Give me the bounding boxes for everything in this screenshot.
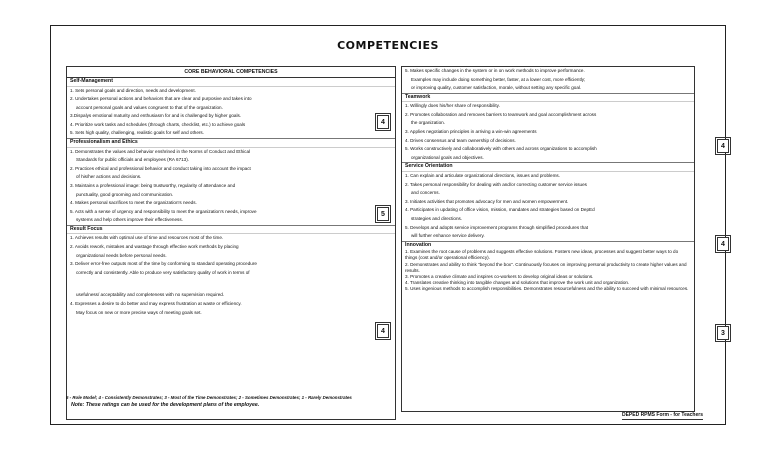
rating-box-innovation[interactable]: 3 <box>717 326 729 340</box>
page-title: COMPETENCIES <box>337 39 439 52</box>
competency-line: 1. Willingly does his/her share of responsibility. <box>405 103 500 109</box>
competency-line: 3. Applies negotiation principles in arriving a win-win agreements <box>405 129 537 135</box>
rating-box-service-orientation[interactable]: 4 <box>717 237 729 251</box>
core-behavioral-panel-continued <box>401 66 695 412</box>
competency-line: 3. Deliver error-free outputs most of the time by conforming to standard operating procedure <box>70 261 257 267</box>
rating-box-professionalism-ethics[interactable]: 5 <box>377 207 389 221</box>
competency-line: and concerns. <box>411 190 440 196</box>
competency-line: will further enhance service delivery. <box>411 233 485 239</box>
section-innovation <box>402 242 694 293</box>
competency-line: of his/her actions and decisions. <box>76 174 142 180</box>
competency-line: usefulness/ acceptability and completeness with no supervision required. <box>76 292 225 298</box>
competency-line: 2. Practices ethical and professional behavior and conduct taking into account the impact <box>70 165 251 171</box>
competency-line: 1. Demonstrates the values and behavior enshrined in the Norms of Conduct and Ethical <box>70 148 251 154</box>
section-title: Self-Management <box>67 78 395 87</box>
section-title: Result Focus <box>67 226 395 235</box>
competency-line: strategies and directions. <box>411 215 463 221</box>
competency-line: Examples may include doing something better, faster, at a lower cost, more efficiently; <box>411 76 586 82</box>
competency-line: 5. Develops and adopts service improvement programs through simplified procedures that <box>405 224 589 230</box>
competency-line: 4. Translates creative thinking into tangible changes and solutions that improve the work unit and organization. <box>405 280 630 286</box>
competency-line: 2. Demonstrates and ability to think "beyond the box". Continuously focuses on improving personal productivity to create higher values and results. <box>405 261 687 273</box>
competency-line: 4. Drives consensus and team ownership of decisions. <box>405 137 516 143</box>
core-behavioral-panel <box>66 66 396 420</box>
competency-line: 5. Acts with a sense of urgency and responsibility to meet the organization's needs, improve <box>70 208 257 214</box>
competency-line: punctuality, good grooming and communication. <box>76 191 174 197</box>
competency-line: 1. Achieves results with optimal use of time and resources most of the time. <box>70 235 224 241</box>
competency-line: 1. Examines the root cause of problems and suggests effective solutions. Fosters new ideas, processes and suggest better ways to do things (cost and/or operational efficiency). <box>405 249 679 261</box>
section-title: Professionalism and Ethics <box>67 139 395 148</box>
competency-line: 5. Sets high quality, challenging, realistic goals for self and others. <box>70 130 204 136</box>
competency-line: 3. Promotes a creative climate and inspires co-workers to develop original ideas or solutions. <box>405 274 594 279</box>
competency-line: 4. Expresses a desire to do better and may express frustration at waste or efficiency. <box>70 300 242 306</box>
section-teamwork <box>402 94 694 164</box>
competency-line: organizational needs before personal needs. <box>76 252 167 258</box>
competency-line: 4. Prioritize work tasks and schedules (through charts, checklist, etc.) to achieve goals <box>70 121 246 127</box>
competency-line: 2. Avoids rework, mistakes and wastage through effective work methods by placing <box>70 244 239 249</box>
section-result-focus-continued <box>402 67 694 94</box>
competency-line: May focus on new or more precise ways of meeting goals set. <box>76 309 202 315</box>
section-title: Innovation <box>405 241 432 248</box>
competency-line: 1. Sets personal goals and direction, needs and development. <box>70 87 196 93</box>
rating-box-self-management[interactable]: 4 <box>377 115 389 129</box>
rating-legend: 5 - Role Model; 4 - Consistently Demonstrates; 3 - Most of the Time Demonstrates; 2 - Sometimes Demonstrates; 1 - Rarely Demonstrates <box>66 395 352 400</box>
section-service-orientation <box>402 163 694 241</box>
competency-line: 3. Initiates activities that promotes advocacy for men and women empowerment. <box>405 198 569 204</box>
competency-line: 3. Maintains a professional image: being trustworthy, regularity of attendance and <box>70 182 236 188</box>
competency-line: organizational goals and objectives. <box>411 154 484 160</box>
section-professionalism-ethics <box>67 139 395 226</box>
competency-line: 5. Makes specific changes in the system or in on work methods to improve performance. <box>405 68 585 73</box>
ratings-note: Note: These ratings can be used for the development plans of the employee. <box>71 402 260 408</box>
section-title: Service Orientation <box>402 163 694 172</box>
panel-header: CORE BEHAVIORAL COMPETENCIES <box>67 67 395 78</box>
competency-line: 5. Works constructively and collaboratively with others and across organizations to accomplish <box>405 146 597 152</box>
rating-box-result-focus[interactable]: 4 <box>377 324 389 338</box>
competency-line: the organization. <box>411 120 445 126</box>
competency-line: correctly and consistently. Able to produce very satisfactory quality of work in terms of <box>76 269 250 275</box>
section-title: Teamwork <box>402 94 694 103</box>
rating-box-teamwork[interactable]: 4 <box>717 139 729 153</box>
competency-line: 1. Can explain and articulate organizational directions, issues and problems. <box>405 172 561 178</box>
competency-line: 3.Dispalys emotional maturity and enthusiasm for and is challenged by higher goals. <box>70 113 242 119</box>
competency-line: 4. Participates in updating of office vision, mission, mandates and strategies based on DepEd <box>405 207 595 213</box>
competency-line: 2. Promotes collaboration and removes barriers to teamwork and goal accomplishment across <box>405 111 597 117</box>
competencies-form <box>50 25 726 425</box>
section-result-focus <box>67 226 395 317</box>
competency-line: or improving quality, customer satisfaction, morale, without setting any specific goal. <box>411 85 582 91</box>
competency-line: systems and help others improve their effectiveness. <box>76 217 183 223</box>
competency-line: 2. Undertakes personal actions and behaviors that are clear and purposive and takes into <box>70 96 252 102</box>
competency-line: Standards for public officials and employees (RA 6713). <box>76 157 190 163</box>
competency-line: account personal goals and values congruent to that of the organization. <box>76 104 223 110</box>
competency-line: 4. Makes personal sacrifices to meet the organization's needs. <box>70 200 197 206</box>
competency-line: 2. Takes personal responsibility for dealing with and/or correcting customer service issues <box>405 181 587 187</box>
competency-line: 5. Uses ingenious methods to accomplish responsibilities. Demonstrates resourcefulness and the ability to succeed with minimal resources. <box>405 286 689 292</box>
form-footer: DEPED RPMS Form - for Teachers <box>621 412 703 418</box>
section-self-management <box>67 78 395 139</box>
